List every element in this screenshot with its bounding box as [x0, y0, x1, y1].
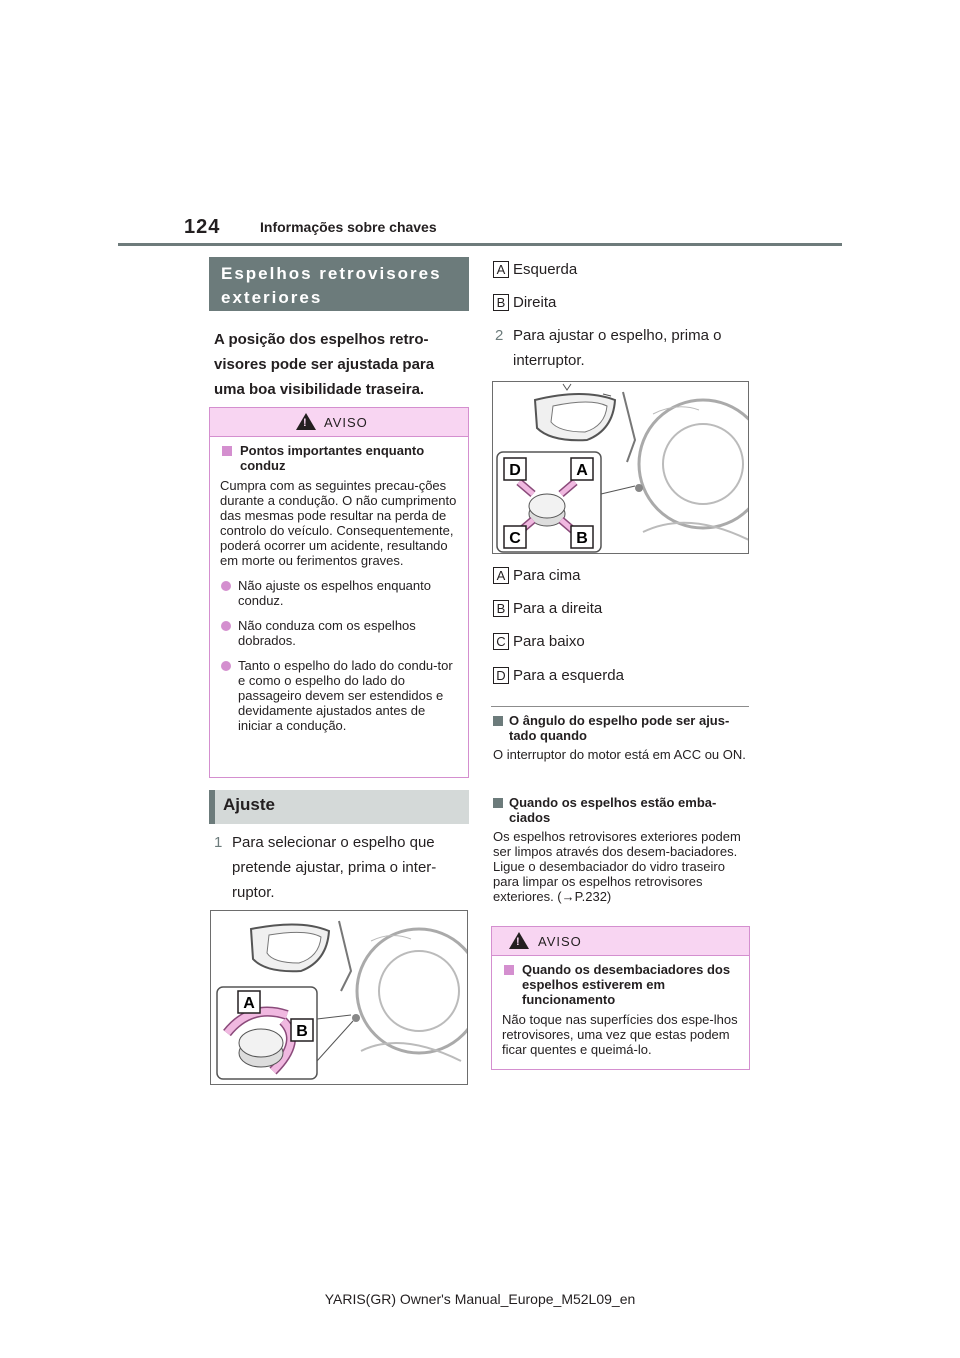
note-heading: Quando os espelhos estão emba-ciados — [493, 795, 749, 825]
section-intro: A posição dos espelhos retro-visores pode ser ajustada para uma boa visibilidade traseira. — [214, 331, 435, 398]
legend-tag: A — [493, 261, 509, 278]
legend-tag: A — [493, 567, 509, 584]
warning-bullet: Não ajuste os espelhos enquanto conduz. — [220, 578, 458, 608]
header-rule — [118, 243, 842, 246]
legend-text: Para baixo — [513, 633, 585, 650]
divider — [491, 706, 749, 707]
legend-text: Esquerda — [513, 261, 578, 278]
legend-item — [493, 261, 577, 278]
figure-label: C — [509, 530, 521, 547]
warning-label: AVISO — [538, 934, 582, 949]
footer: YARIS(GR) Owner's Manual_Europe_M52L09_en — [324, 1291, 636, 1307]
warning-paragraph: Cumpra com as seguintes precau-ções durante a condução. O não cumprimento das mesmas pode resultar na perda de controlo do veículo. Consequentemente, poderá ocorrer um acidente, resultando em morte ou ferimentos graves. — [220, 478, 457, 568]
legend-tag: D — [493, 667, 509, 684]
warning-paragraph: Não toque nas superfícies dos espe-lhos retrovisores, uma vez que estas podem ficar quentes e queimá-lo. — [502, 1012, 738, 1057]
legend-item — [493, 667, 624, 684]
mirror-adjust-figure — [492, 381, 749, 554]
step-number: 1 — [214, 834, 223, 851]
warning-bullet: Tanto o espelho do lado do condu-tor e como o espelho do lado do passageiro devem ser estendidos e devidamente ajustados antes de iniciar a condução. — [220, 658, 458, 733]
figure-label: A — [243, 995, 255, 1012]
section-title — [209, 257, 469, 311]
note-block — [493, 713, 749, 762]
legend-text: Para cima — [513, 567, 581, 584]
note-block — [493, 795, 749, 904]
step-2 — [495, 323, 750, 373]
figure-label: B — [576, 530, 588, 547]
legend-tag: B — [493, 600, 509, 617]
legend-tag: C — [493, 633, 509, 650]
note-heading: O ângulo do espelho pode ser ajus-tado quando — [493, 713, 749, 743]
legend-item — [493, 600, 602, 617]
mirror-adjust-illustration — [493, 382, 749, 554]
note-text: Os espelhos retrovisores exteriores podem ser limpos através dos desem-baciadores. Ligue o desembaciador do vidro traseiro para limpar os espelhos retrovisores exteriores. (→P.232) — [493, 829, 741, 904]
subsection-title: Ajuste — [209, 790, 469, 824]
warning-heading: Pontos importantes enquanto conduz — [220, 443, 458, 473]
legend-text: Para a direita — [513, 600, 603, 617]
figure-label: B — [296, 1023, 308, 1040]
warning-header — [492, 927, 749, 956]
warning-triangle-icon — [296, 413, 316, 430]
legend-item — [493, 567, 581, 584]
warning-label: AVISO — [324, 415, 368, 430]
warning-triangle-icon — [509, 932, 529, 949]
step-text: Para ajustar o espelho, prima o interruptor. — [513, 327, 722, 369]
warning-box — [209, 407, 469, 778]
section-title-line2: exteriores — [221, 288, 323, 307]
figure-label: D — [509, 462, 521, 479]
note-text: O interruptor do motor está em ACC ou ON. — [493, 747, 746, 762]
step-1 — [214, 830, 474, 905]
warning-header — [210, 408, 468, 437]
legend-tag: B — [493, 294, 509, 311]
legend-item — [493, 294, 556, 311]
warning-bullet: Não conduza com os espelhos dobrados. — [220, 618, 458, 648]
legend-item — [493, 633, 585, 650]
page-number: 124 — [184, 216, 221, 238]
step-text: Para selecionar o espelho que pretende ajustar, prima o inter-ruptor. — [232, 834, 437, 901]
step-number: 2 — [495, 327, 504, 344]
legend-text: Direita — [513, 294, 557, 311]
legend-text: Para a esquerda — [513, 667, 624, 684]
section-title-line1: Espelhos retrovisores — [221, 264, 442, 283]
warning-box — [491, 926, 750, 1070]
mirror-select-illustration — [211, 911, 468, 1085]
figure-label: A — [576, 462, 588, 479]
mirror-select-figure — [210, 910, 468, 1085]
header-title: Informações sobre chaves — [260, 219, 437, 235]
warning-heading: Quando os desembaciadores dos espelhos estiverem em funcionamento — [502, 962, 739, 1007]
